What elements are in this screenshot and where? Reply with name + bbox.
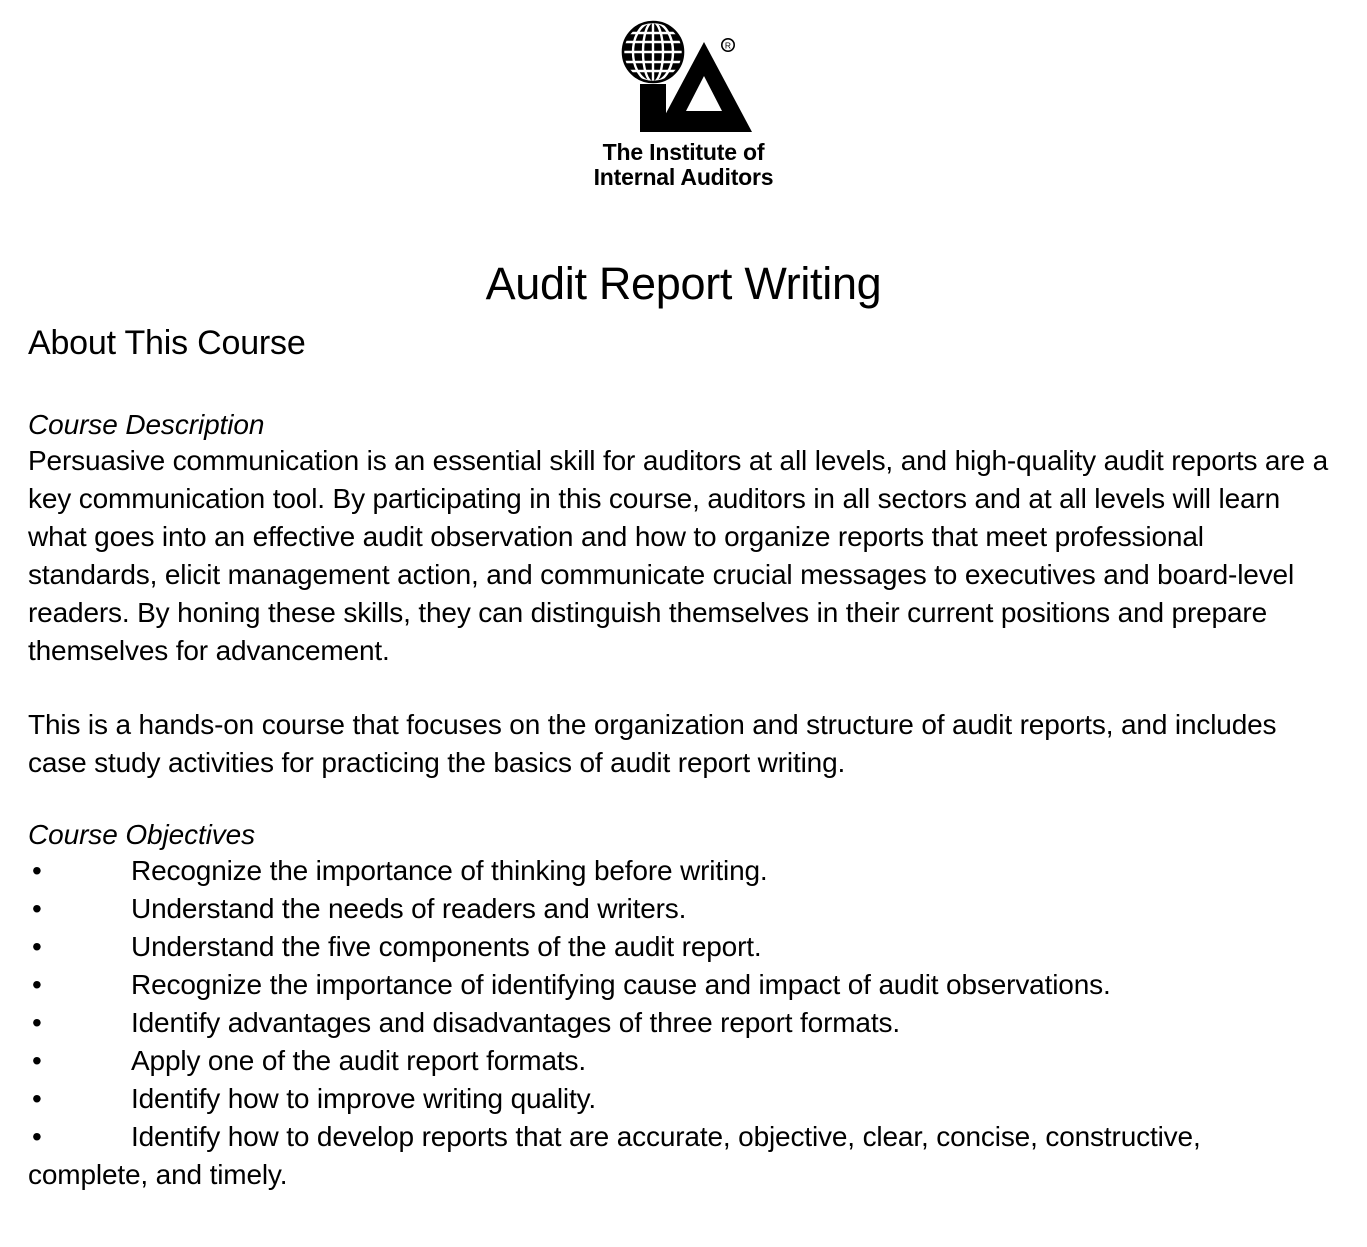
logo-wordmark bbox=[594, 140, 774, 190]
list-item-label: Understand the needs of readers and writers. bbox=[131, 893, 687, 924]
list-item-label: Apply one of the audit report formats. bbox=[131, 1045, 587, 1076]
list-item bbox=[28, 966, 1328, 1004]
subheading-course-objectives: Course Objectives bbox=[28, 819, 256, 850]
iia-globe-logo-icon bbox=[609, 18, 759, 136]
list-item bbox=[28, 1118, 1328, 1194]
bullet-icon: • bbox=[32, 1045, 42, 1076]
logo-wordmark-line-1: The Institute of bbox=[602, 139, 765, 165]
list-item-label: Identify advantages and disadvantages of three report formats. bbox=[131, 1007, 900, 1038]
bullet-icon: • bbox=[32, 931, 42, 962]
section-heading-about-this-course: About This Course bbox=[28, 324, 306, 362]
document-body bbox=[28, 322, 1328, 1194]
list-item-label: Identify how to improve writing quality. bbox=[131, 1083, 597, 1114]
course-description-paragraph-2: This is a hands-on course that focuses on the organization and structure of audit reports, and includes case study activities for practicing the basics of audit report writing. bbox=[28, 709, 1277, 778]
bullet-icon: • bbox=[32, 855, 42, 886]
paragraph-spacer bbox=[28, 670, 1328, 706]
logo-wordmark-line-2: Internal Auditors bbox=[593, 164, 774, 190]
list-item-label: Identify how to develop reports that are accurate, objective, clear, concise, constructive, complete, and timely. bbox=[28, 1121, 1201, 1190]
list-item-label: Recognize the importance of identifying cause and impact of audit observations. bbox=[131, 969, 1111, 1000]
bullet-icon: • bbox=[32, 893, 42, 924]
registered-trademark-icon bbox=[721, 39, 733, 51]
page-title: Audit Report Writing bbox=[485, 258, 882, 310]
organization-logo bbox=[0, 18, 1367, 190]
objectives-spacer bbox=[28, 782, 1328, 818]
list-item bbox=[28, 1080, 1328, 1118]
bullet-icon: • bbox=[32, 1007, 42, 1038]
course-description-paragraph-1: Persuasive communication is an essential skill for auditors at all levels, and high-quality audit reports are a key communication tool. By participating in this course, auditors in all sectors and at all levels will learn what goes into an effective audit observation and how to organize reports that meet professional standards, elicit management action, and communicate crucial messages to executives and board-level readers. By honing these skills, they can distinguish themselves in their current positions and prepare themselves for advancement. bbox=[28, 445, 1329, 666]
list-item bbox=[28, 852, 1328, 890]
list-item bbox=[28, 928, 1328, 966]
list-item bbox=[28, 890, 1328, 928]
list-item bbox=[28, 1042, 1328, 1080]
bullet-icon: • bbox=[32, 1121, 42, 1152]
list-item-label: Recognize the importance of thinking before writing. bbox=[131, 855, 768, 886]
bullet-icon: • bbox=[32, 1083, 42, 1114]
list-item-label: Understand the five components of the audit report. bbox=[131, 931, 762, 962]
subheading-course-description: Course Description bbox=[28, 409, 265, 440]
list-item bbox=[28, 1004, 1328, 1042]
svg-text:R: R bbox=[724, 40, 731, 51]
course-objectives-list bbox=[28, 852, 1328, 1194]
bullet-icon: • bbox=[32, 969, 42, 1000]
